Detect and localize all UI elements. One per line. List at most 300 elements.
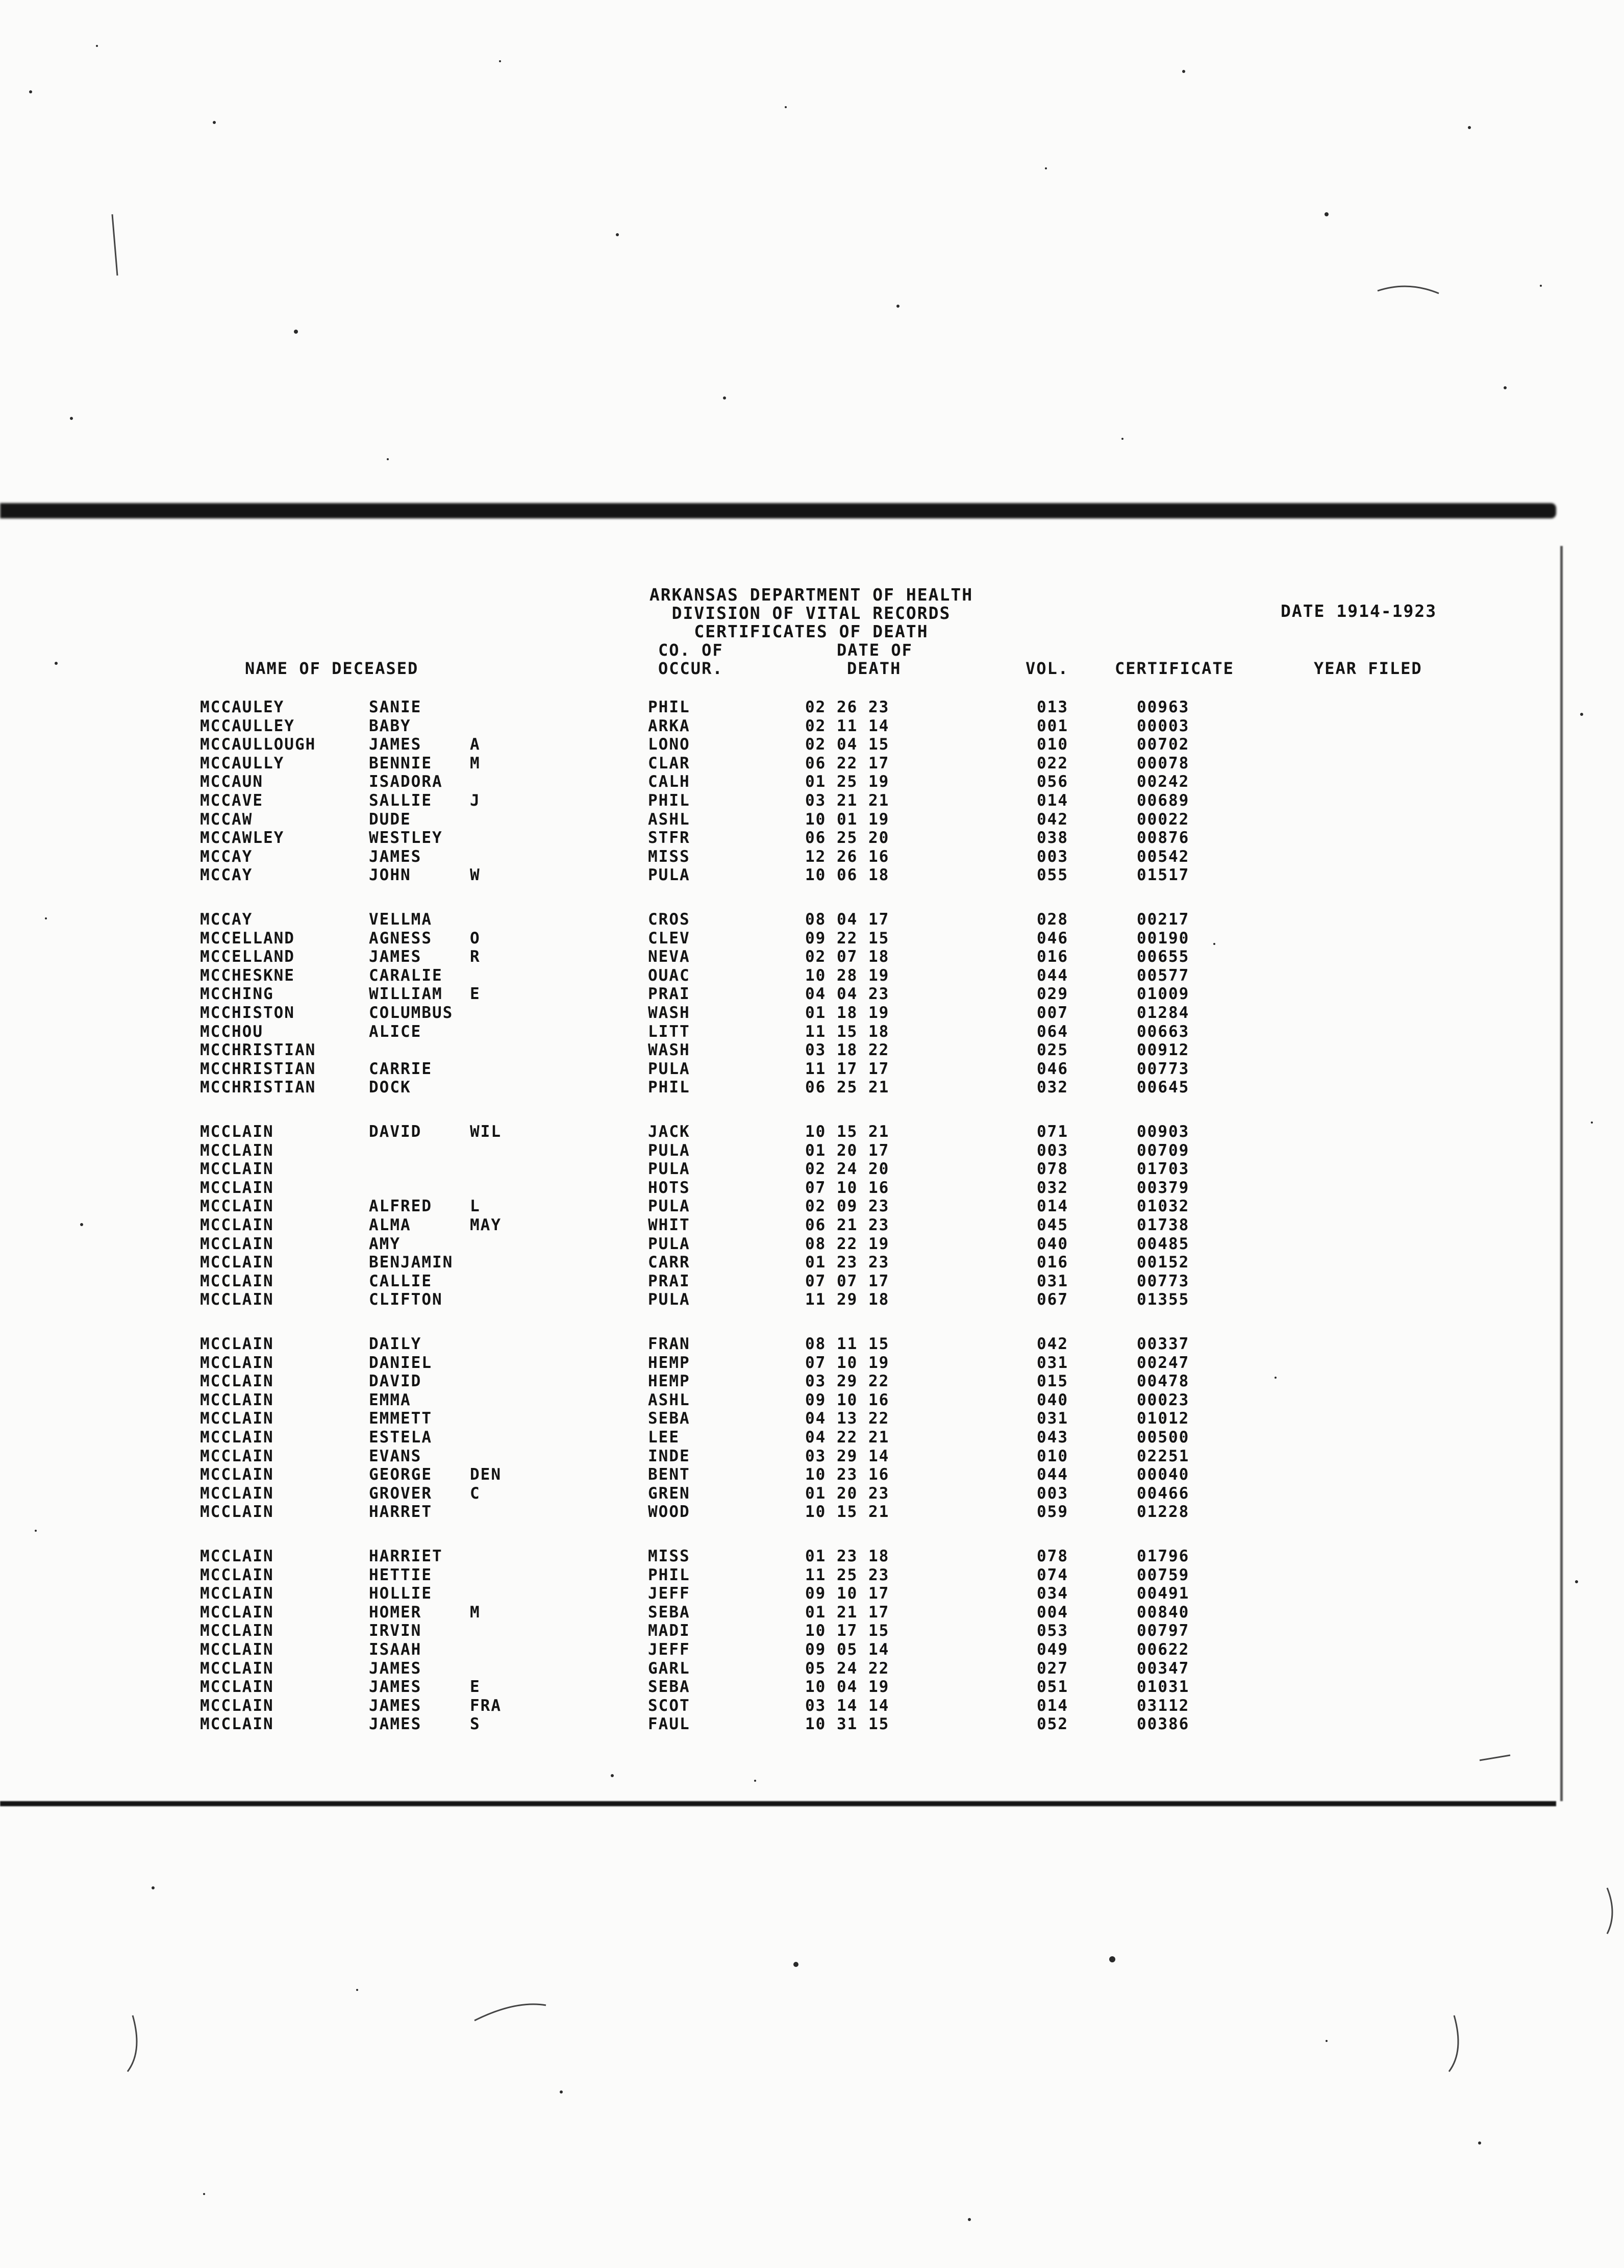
record-certificate: 00485: [1137, 1234, 1190, 1253]
record-last-name: MCCHRISTIAN: [200, 1059, 316, 1078]
record-county: MISS: [648, 1547, 690, 1565]
record-certificate: 00190: [1137, 929, 1190, 948]
record-county: PULA: [648, 1059, 690, 1078]
record-first-name: BABY: [369, 716, 411, 735]
record-first-name: HETTIE: [369, 1565, 432, 1584]
record-volume: 045: [1037, 1216, 1068, 1234]
record-certificate: 01009: [1137, 985, 1190, 1004]
record-volume: 078: [1037, 1160, 1068, 1179]
record-last-name: MCCLAIN: [200, 1584, 274, 1603]
record-date-of-death: 08 22 19: [805, 1234, 890, 1253]
record-date-of-death: 09 10 16: [805, 1390, 890, 1409]
table-row: [0, 1428, 1624, 1447]
record-volume: 038: [1037, 829, 1068, 848]
record-volume: 071: [1037, 1123, 1068, 1141]
record-certificate: 01228: [1137, 1503, 1190, 1522]
record-first-name: VELLMA: [369, 910, 432, 929]
record-county: SEBA: [648, 1678, 690, 1697]
record-first-name: WESTLEY: [369, 829, 443, 848]
record-middle-name: A: [470, 735, 481, 754]
record-last-name: MCCAULEY: [200, 698, 285, 716]
record-last-name: MCCLAIN: [200, 1640, 274, 1659]
record-last-name: MCCAULLOUGH: [200, 735, 316, 754]
record-county: PULA: [648, 1160, 690, 1179]
record-certificate: 00379: [1137, 1178, 1190, 1197]
table-row: [0, 1335, 1624, 1353]
record-first-name: DAVID: [369, 1372, 422, 1391]
record-certificate: 00689: [1137, 791, 1190, 810]
record-last-name: MCCLAIN: [200, 1123, 274, 1141]
record-county: SEBA: [648, 1603, 690, 1622]
record-volume: 046: [1037, 929, 1068, 948]
record-first-name: DOCK: [369, 1078, 411, 1097]
record-volume: 042: [1037, 810, 1068, 829]
table-row: [0, 929, 1624, 948]
record-volume: 027: [1037, 1659, 1068, 1678]
col-header-vol: VOL.: [1026, 659, 1069, 678]
record-certificate: 00622: [1137, 1640, 1190, 1659]
table-row: [0, 1391, 1624, 1409]
record-date-of-death: 02 04 15: [805, 735, 890, 754]
record-first-name: JOHN: [369, 866, 411, 885]
table-row: [0, 1603, 1624, 1622]
record-volume: 013: [1037, 698, 1068, 716]
record-date-of-death: 12 26 16: [805, 847, 890, 866]
record-first-name: CALLIE: [369, 1272, 432, 1290]
record-first-name: JAMES: [369, 847, 422, 866]
table-row: [0, 1023, 1624, 1041]
record-volume: 003: [1037, 1141, 1068, 1160]
record-certificate: 00242: [1137, 772, 1190, 791]
record-certificate: 00347: [1137, 1659, 1190, 1678]
record-certificate: 00759: [1137, 1565, 1190, 1584]
record-last-name: MCCAULLY: [200, 754, 285, 772]
table-row: [0, 1290, 1624, 1309]
col-header-name: NAME OF DECEASED: [245, 659, 419, 678]
record-last-name: MCCLAIN: [200, 1715, 274, 1734]
record-first-name: ALFRED: [369, 1197, 432, 1216]
scan-border-bottom: [0, 1801, 1556, 1806]
table-row: [0, 1622, 1624, 1640]
record-certificate: 00023: [1137, 1390, 1190, 1409]
record-middle-name: E: [470, 1678, 481, 1697]
table-row: [0, 848, 1624, 866]
record-county: SCOT: [648, 1696, 690, 1715]
record-last-name: MCCAVE: [200, 791, 263, 810]
table-row: [0, 1253, 1624, 1272]
col-header-county: [658, 641, 723, 678]
record-last-name: MCCLAIN: [200, 1603, 274, 1622]
record-last-name: MCCAW: [200, 810, 253, 829]
record-first-name: SANIE: [369, 698, 422, 716]
record-last-name: MCCLAIN: [200, 1447, 274, 1465]
record-date-of-death: 07 07 17: [805, 1272, 890, 1290]
table-row: [0, 1197, 1624, 1215]
record-middle-name: O: [470, 929, 481, 948]
record-date-of-death: 11 15 18: [805, 1022, 890, 1041]
header-certificates: CERTIFICATES OF DEATH: [694, 621, 929, 641]
record-date-of-death: 01 20 17: [805, 1141, 890, 1160]
record-last-name: MCCHESKNE: [200, 966, 295, 985]
table-row: [0, 866, 1624, 884]
record-volume: 032: [1037, 1178, 1068, 1197]
record-certificate: 00152: [1137, 1253, 1190, 1272]
record-date-of-death: 08 04 17: [805, 910, 890, 929]
col-header-certificate: CERTIFICATE: [1115, 659, 1234, 678]
record-county: PULA: [648, 866, 690, 885]
table-row: [0, 1584, 1624, 1603]
record-middle-name: E: [470, 985, 481, 1004]
record-volume: 032: [1037, 1078, 1068, 1097]
record-date-of-death: 02 09 23: [805, 1197, 890, 1216]
record-date-of-death: 04 13 22: [805, 1409, 890, 1428]
record-last-name: MCCLAIN: [200, 1178, 274, 1197]
table-row: [0, 1447, 1624, 1465]
record-last-name: MCCELLAND: [200, 929, 295, 948]
record-certificate: 01703: [1137, 1160, 1190, 1179]
record-date-of-death: 01 25 19: [805, 772, 890, 791]
table-row: [0, 1566, 1624, 1584]
record-county: CLEV: [648, 929, 690, 948]
record-first-name: BENJAMIN: [369, 1253, 454, 1272]
record-date-of-death: 02 07 18: [805, 948, 890, 966]
record-volume: 014: [1037, 1696, 1068, 1715]
record-last-name: MCCLAIN: [200, 1565, 274, 1584]
record-volume: 046: [1037, 1059, 1068, 1078]
record-volume: 043: [1037, 1428, 1068, 1447]
record-date-of-death: 10 23 16: [805, 1465, 890, 1484]
record-date-of-death: 10 17 15: [805, 1622, 890, 1640]
record-volume: 014: [1037, 791, 1068, 810]
record-county: HEMP: [648, 1372, 690, 1391]
record-certificate: 01738: [1137, 1216, 1190, 1234]
record-first-name: HARRIET: [369, 1547, 443, 1565]
table-row: [0, 966, 1624, 985]
record-date-of-death: 05 24 22: [805, 1659, 890, 1678]
record-county: BENT: [648, 1465, 690, 1484]
record-county: CROS: [648, 910, 690, 929]
table-row: [0, 1123, 1624, 1141]
record-date-of-death: 03 18 22: [805, 1041, 890, 1060]
record-date-of-death: 11 29 18: [805, 1290, 890, 1309]
record-last-name: MCCLAIN: [200, 1409, 274, 1428]
table-row: [0, 1235, 1624, 1253]
record-county: MADI: [648, 1622, 690, 1640]
record-last-name: MCCLAIN: [200, 1622, 274, 1640]
record-certificate: 00709: [1137, 1141, 1190, 1160]
record-middle-name: M: [470, 1603, 481, 1622]
record-certificate: 01517: [1137, 866, 1190, 885]
record-volume: 042: [1037, 1335, 1068, 1353]
record-certificate: 00542: [1137, 847, 1190, 866]
record-certificate: 00912: [1137, 1041, 1190, 1060]
table-row: [0, 1678, 1624, 1696]
record-first-name: AGNESS: [369, 929, 432, 948]
col-header-date-line2: DEATH: [847, 659, 902, 678]
record-certificate: 00702: [1137, 735, 1190, 754]
record-volume: 056: [1037, 772, 1068, 791]
table-row: [0, 1640, 1624, 1659]
record-county: PHIL: [648, 1565, 690, 1584]
record-middle-name: R: [470, 948, 481, 966]
record-date-of-death: 02 26 23: [805, 698, 890, 716]
record-volume: 044: [1037, 1465, 1068, 1484]
record-last-name: MCCHING: [200, 985, 274, 1004]
record-volume: 049: [1037, 1640, 1068, 1659]
record-county: WASH: [648, 1004, 690, 1022]
table-row: [0, 1272, 1624, 1290]
scan-border-top: [0, 503, 1556, 518]
record-county: GARL: [648, 1659, 690, 1678]
record-last-name: MCCHISTON: [200, 1004, 295, 1022]
record-certificate: 00773: [1137, 1272, 1190, 1290]
table-row: [0, 948, 1624, 966]
record-first-name: ALMA: [369, 1216, 411, 1234]
record-certificate: 00876: [1137, 829, 1190, 848]
record-volume: 010: [1037, 735, 1068, 754]
record-last-name: MCCLAIN: [200, 1696, 274, 1715]
record-date-of-death: 06 21 23: [805, 1216, 890, 1234]
record-last-name: MCCAY: [200, 910, 253, 929]
record-date-of-death: 01 18 19: [805, 1004, 890, 1022]
record-county: PHIL: [648, 1078, 690, 1097]
record-date-of-death: 01 23 23: [805, 1253, 890, 1272]
record-volume: 064: [1037, 1022, 1068, 1041]
table-row: [0, 1354, 1624, 1372]
record-certificate: 00655: [1137, 948, 1190, 966]
record-volume: 031: [1037, 1353, 1068, 1372]
col-header-date-line1: DATE OF: [837, 640, 913, 660]
record-first-name: SALLIE: [369, 791, 432, 810]
record-last-name: MCCAY: [200, 866, 253, 885]
record-certificate: 01355: [1137, 1290, 1190, 1309]
record-certificate: 00840: [1137, 1603, 1190, 1622]
record-last-name: MCCLAIN: [200, 1253, 274, 1272]
record-county: PULA: [648, 1290, 690, 1309]
record-volume: 067: [1037, 1290, 1068, 1309]
record-date-of-death: 01 23 18: [805, 1547, 890, 1565]
record-certificate: 01284: [1137, 1004, 1190, 1022]
record-county: OUAC: [648, 966, 690, 985]
record-volume: 028: [1037, 910, 1068, 929]
col-header-county-line2: OCCUR.: [658, 659, 723, 678]
record-last-name: MCCAWLEY: [200, 829, 285, 848]
record-last-name: MCCLAIN: [200, 1428, 274, 1447]
table-row: [0, 910, 1624, 929]
record-certificate: 00663: [1137, 1022, 1190, 1041]
table-row: [0, 1697, 1624, 1715]
record-date-of-death: 10 04 19: [805, 1678, 890, 1697]
table-row: [0, 791, 1624, 810]
record-certificate: 00773: [1137, 1059, 1190, 1078]
record-volume: 055: [1037, 866, 1068, 885]
record-last-name: MCCLAIN: [200, 1390, 274, 1409]
record-certificate: 00022: [1137, 810, 1190, 829]
record-date-of-death: 06 22 17: [805, 754, 890, 772]
record-volume: 029: [1037, 985, 1068, 1004]
record-first-name: JAMES: [369, 1696, 422, 1715]
record-date-of-death: 01 20 23: [805, 1484, 890, 1503]
date-range: DATE 1914-1923: [1281, 601, 1437, 621]
record-date-of-death: 02 11 14: [805, 716, 890, 735]
record-certificate: 00645: [1137, 1078, 1190, 1097]
record-county: LEE: [648, 1428, 680, 1447]
record-county: SEBA: [648, 1409, 690, 1428]
record-first-name: JAMES: [369, 948, 422, 966]
record-first-name: CLIFTON: [369, 1290, 443, 1309]
table-row: [0, 1715, 1624, 1733]
table-row: [0, 1041, 1624, 1059]
record-volume: 010: [1037, 1447, 1068, 1465]
record-county: INDE: [648, 1447, 690, 1465]
record-last-name: MCCLAIN: [200, 1234, 274, 1253]
col-header-date: [837, 641, 913, 678]
record-county: CARR: [648, 1253, 690, 1272]
record-certificate: 01032: [1137, 1197, 1190, 1216]
record-county: PRAI: [648, 985, 690, 1004]
record-certificate: 00337: [1137, 1335, 1190, 1353]
record-last-name: MCCAULLEY: [200, 716, 295, 735]
record-volume: 059: [1037, 1503, 1068, 1522]
record-county: WASH: [648, 1041, 690, 1060]
record-first-name: ISADORA: [369, 772, 443, 791]
table-row: [0, 1179, 1624, 1197]
record-date-of-death: 07 10 16: [805, 1178, 890, 1197]
record-certificate: 00040: [1137, 1465, 1190, 1484]
record-county: WOOD: [648, 1503, 690, 1522]
record-certificate: 01031: [1137, 1678, 1190, 1697]
record-volume: 051: [1037, 1678, 1068, 1697]
record-date-of-death: 10 15 21: [805, 1123, 890, 1141]
col-header-county-line1: CO. OF: [658, 640, 723, 660]
record-date-of-death: 10 06 18: [805, 866, 890, 885]
record-first-name: HARRET: [369, 1503, 432, 1522]
table-row: [0, 1465, 1624, 1484]
record-volume: 003: [1037, 1484, 1068, 1503]
record-certificate: 00797: [1137, 1622, 1190, 1640]
record-last-name: MCCLAIN: [200, 1141, 274, 1160]
record-middle-name: MAY: [470, 1216, 502, 1234]
record-last-name: MCCLAIN: [200, 1547, 274, 1565]
record-middle-name: C: [470, 1484, 481, 1503]
record-county: WHIT: [648, 1216, 690, 1234]
record-date-of-death: 09 05 14: [805, 1640, 890, 1659]
record-first-name: COLUMBUS: [369, 1004, 454, 1022]
record-county: LONO: [648, 735, 690, 754]
record-certificate: 00903: [1137, 1123, 1190, 1141]
record-certificate: 02251: [1137, 1447, 1190, 1465]
record-certificate: 00078: [1137, 754, 1190, 772]
table-row: [0, 1409, 1624, 1428]
record-date-of-death: 10 31 15: [805, 1715, 890, 1734]
record-volume: 031: [1037, 1272, 1068, 1290]
record-date-of-death: 10 01 19: [805, 810, 890, 829]
record-county: CLAR: [648, 754, 690, 772]
record-volume: 016: [1037, 948, 1068, 966]
document-header: [554, 586, 1069, 641]
record-middle-name: M: [470, 754, 481, 772]
record-county: GREN: [648, 1484, 690, 1503]
record-first-name: EVANS: [369, 1447, 422, 1465]
record-first-name: CARALIE: [369, 966, 443, 985]
record-county: ARKA: [648, 716, 690, 735]
record-first-name: AMY: [369, 1234, 401, 1253]
table-row: [0, 1503, 1624, 1521]
record-county: CALH: [648, 772, 690, 791]
record-county: FAUL: [648, 1715, 690, 1734]
record-volume: 074: [1037, 1565, 1068, 1584]
record-first-name: JAMES: [369, 1678, 422, 1697]
table-row: [0, 810, 1624, 829]
record-volume: 025: [1037, 1041, 1068, 1060]
record-certificate: 01012: [1137, 1409, 1190, 1428]
record-first-name: DAVID: [369, 1123, 422, 1141]
record-last-name: MCCHOU: [200, 1022, 263, 1041]
record-last-name: MCCLAIN: [200, 1465, 274, 1484]
record-last-name: MCCLAIN: [200, 1659, 274, 1678]
record-volume: 022: [1037, 754, 1068, 772]
record-first-name: JAMES: [369, 735, 422, 754]
record-volume: 034: [1037, 1584, 1068, 1603]
record-last-name: MCCAY: [200, 847, 253, 866]
record-county: STFR: [648, 829, 690, 848]
record-volume: 052: [1037, 1715, 1068, 1734]
record-first-name: EMMA: [369, 1390, 411, 1409]
table-row: [0, 1659, 1624, 1678]
table-row: [0, 1060, 1624, 1078]
record-certificate: 00478: [1137, 1372, 1190, 1391]
table-row: [0, 985, 1624, 1003]
record-volume: 015: [1037, 1372, 1068, 1391]
record-county: PULA: [648, 1197, 690, 1216]
record-date-of-death: 04 22 21: [805, 1428, 890, 1447]
record-county: PRAI: [648, 1272, 690, 1290]
table-row: [0, 717, 1624, 735]
record-first-name: CARRIE: [369, 1059, 432, 1078]
record-certificate: 00500: [1137, 1428, 1190, 1447]
record-first-name: DUDE: [369, 810, 411, 829]
record-last-name: MCCLAIN: [200, 1335, 274, 1353]
table-row: [0, 698, 1624, 716]
record-county: ASHL: [648, 1390, 690, 1409]
record-middle-name: L: [470, 1197, 481, 1216]
record-middle-name: J: [470, 791, 481, 810]
record-date-of-death: 10 28 19: [805, 966, 890, 985]
record-first-name: WILLIAM: [369, 985, 443, 1004]
record-county: FRAN: [648, 1335, 690, 1353]
record-first-name: JAMES: [369, 1715, 422, 1734]
record-first-name: GROVER: [369, 1484, 432, 1503]
table-row: [0, 1078, 1624, 1096]
record-first-name: BENNIE: [369, 754, 432, 772]
record-last-name: MCCLAIN: [200, 1216, 274, 1234]
record-middle-name: W: [470, 866, 481, 885]
record-certificate: 00963: [1137, 698, 1190, 716]
record-last-name: MCCHRISTIAN: [200, 1078, 316, 1097]
record-county: PHIL: [648, 698, 690, 716]
record-county: JACK: [648, 1123, 690, 1141]
record-volume: 003: [1037, 847, 1068, 866]
record-county: PULA: [648, 1141, 690, 1160]
record-first-name: IRVIN: [369, 1622, 422, 1640]
record-volume: 001: [1037, 716, 1068, 735]
record-middle-name: FRA: [470, 1696, 502, 1715]
record-county: HOTS: [648, 1178, 690, 1197]
record-last-name: MCCLAIN: [200, 1290, 274, 1309]
table-row: [0, 829, 1624, 847]
record-volume: 016: [1037, 1253, 1068, 1272]
record-date-of-death: 07 10 19: [805, 1353, 890, 1372]
